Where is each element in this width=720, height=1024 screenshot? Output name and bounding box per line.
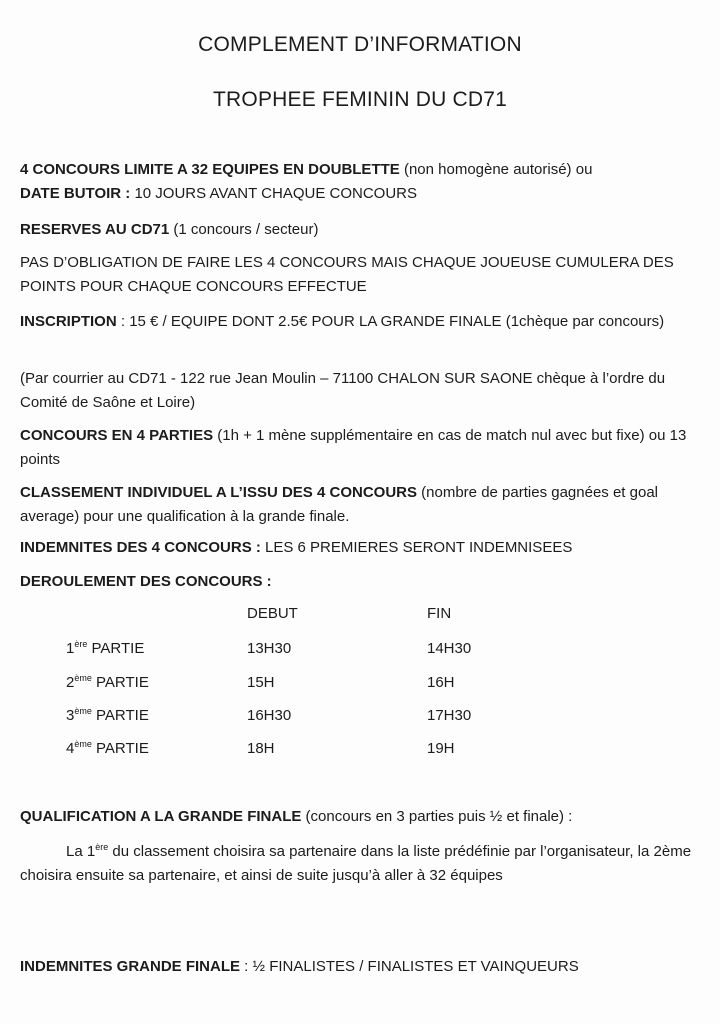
paragraph-deroulement: DEROULEMENT DES CONCOURS : (20, 573, 272, 590)
document-title: COMPLEMENT D’INFORMATION (198, 33, 522, 56)
paragraph-date-butoir: DATE BUTOIR : 10 JOURS AVANT CHAQUE CONCOURS (20, 185, 418, 202)
schedule-header (0, 605, 720, 629)
header-debut: DEBUT (247, 605, 298, 622)
schedule-end: 19H (427, 740, 455, 757)
schedule-row (0, 640, 720, 664)
paragraph-reserves: RESERVES AU CD71 (1 concours / secteur) (20, 221, 319, 238)
paragraph-selection: La 1ère du classement choisira sa partenaire dans la liste prédéfinie par l’organisateur, la 2ème choisira ensuite sa partenaire, et ainsi de suite jusqu’à aller à 32 équipes (20, 842, 692, 884)
header-fin: FIN (427, 605, 452, 622)
schedule-row (0, 707, 720, 731)
schedule-start: 18H (247, 740, 275, 757)
paragraph-indemnites: INDEMNITES DES 4 CONCOURS : LES 6 PREMIERES SERONT INDEMNISEES (20, 539, 573, 556)
schedule-part: 2ème PARTIE (66, 673, 149, 691)
paragraph-indemnites-finale: INDEMNITES GRANDE FINALE : ½ FINALISTES / FINALISTES ET VAINQUEURS (20, 958, 579, 975)
schedule-end: 17H30 (427, 707, 472, 724)
paragraph-qualification: QUALIFICATION A LA GRANDE FINALE (concours en 3 parties puis ½ et finale) : (20, 808, 573, 825)
schedule-end: 14H30 (427, 640, 472, 657)
schedule-start: 13H30 (247, 640, 292, 657)
schedule-start: 16H30 (247, 707, 292, 724)
schedule-part: 1ère PARTIE (66, 639, 145, 657)
schedule-row (0, 674, 720, 698)
schedule-part: 4ème PARTIE (66, 739, 149, 757)
paragraph-classement: CLASSEMENT INDIVIDUEL A L’ISSU DES 4 CONCOURS (nombre de parties gagnées et goal average) pour une qualification à la grande finale. (20, 484, 658, 525)
schedule-part: 3ème PARTIE (66, 706, 149, 724)
paragraph-concours-limit: 4 CONCOURS LIMITE A 32 EQUIPES EN DOUBLETTE (non homogène autorisé) ou (20, 161, 593, 178)
paragraph-parties: CONCOURS EN 4 PARTIES (1h + 1 mène supplémentaire en cas de match nul avec but fixe) ou 13 points (20, 427, 687, 468)
paragraph-courrier: (Par courrier au CD71 - 122 rue Jean Moulin – 71100 CHALON SUR SAONE chèque à l’ordre du Comité de Saône et Loire) (20, 370, 666, 411)
schedule-row (0, 740, 720, 764)
document-subtitle: TROPHEE FEMININ DU CD71 (213, 88, 507, 111)
schedule-start: 15H (247, 674, 275, 691)
paragraph-inscription: INSCRIPTION : 15 € / EQUIPE DONT 2.5€ POUR LA GRANDE FINALE (1chèque par concours) (20, 313, 665, 330)
schedule-end: 16H (427, 674, 455, 691)
paragraph-obligation: PAS D’OBLIGATION DE FAIRE LES 4 CONCOURS MAIS CHAQUE JOUEUSE CUMULERA DES POINTS POUR CHAQUE CONCOURS EFFECTUE (20, 254, 674, 295)
